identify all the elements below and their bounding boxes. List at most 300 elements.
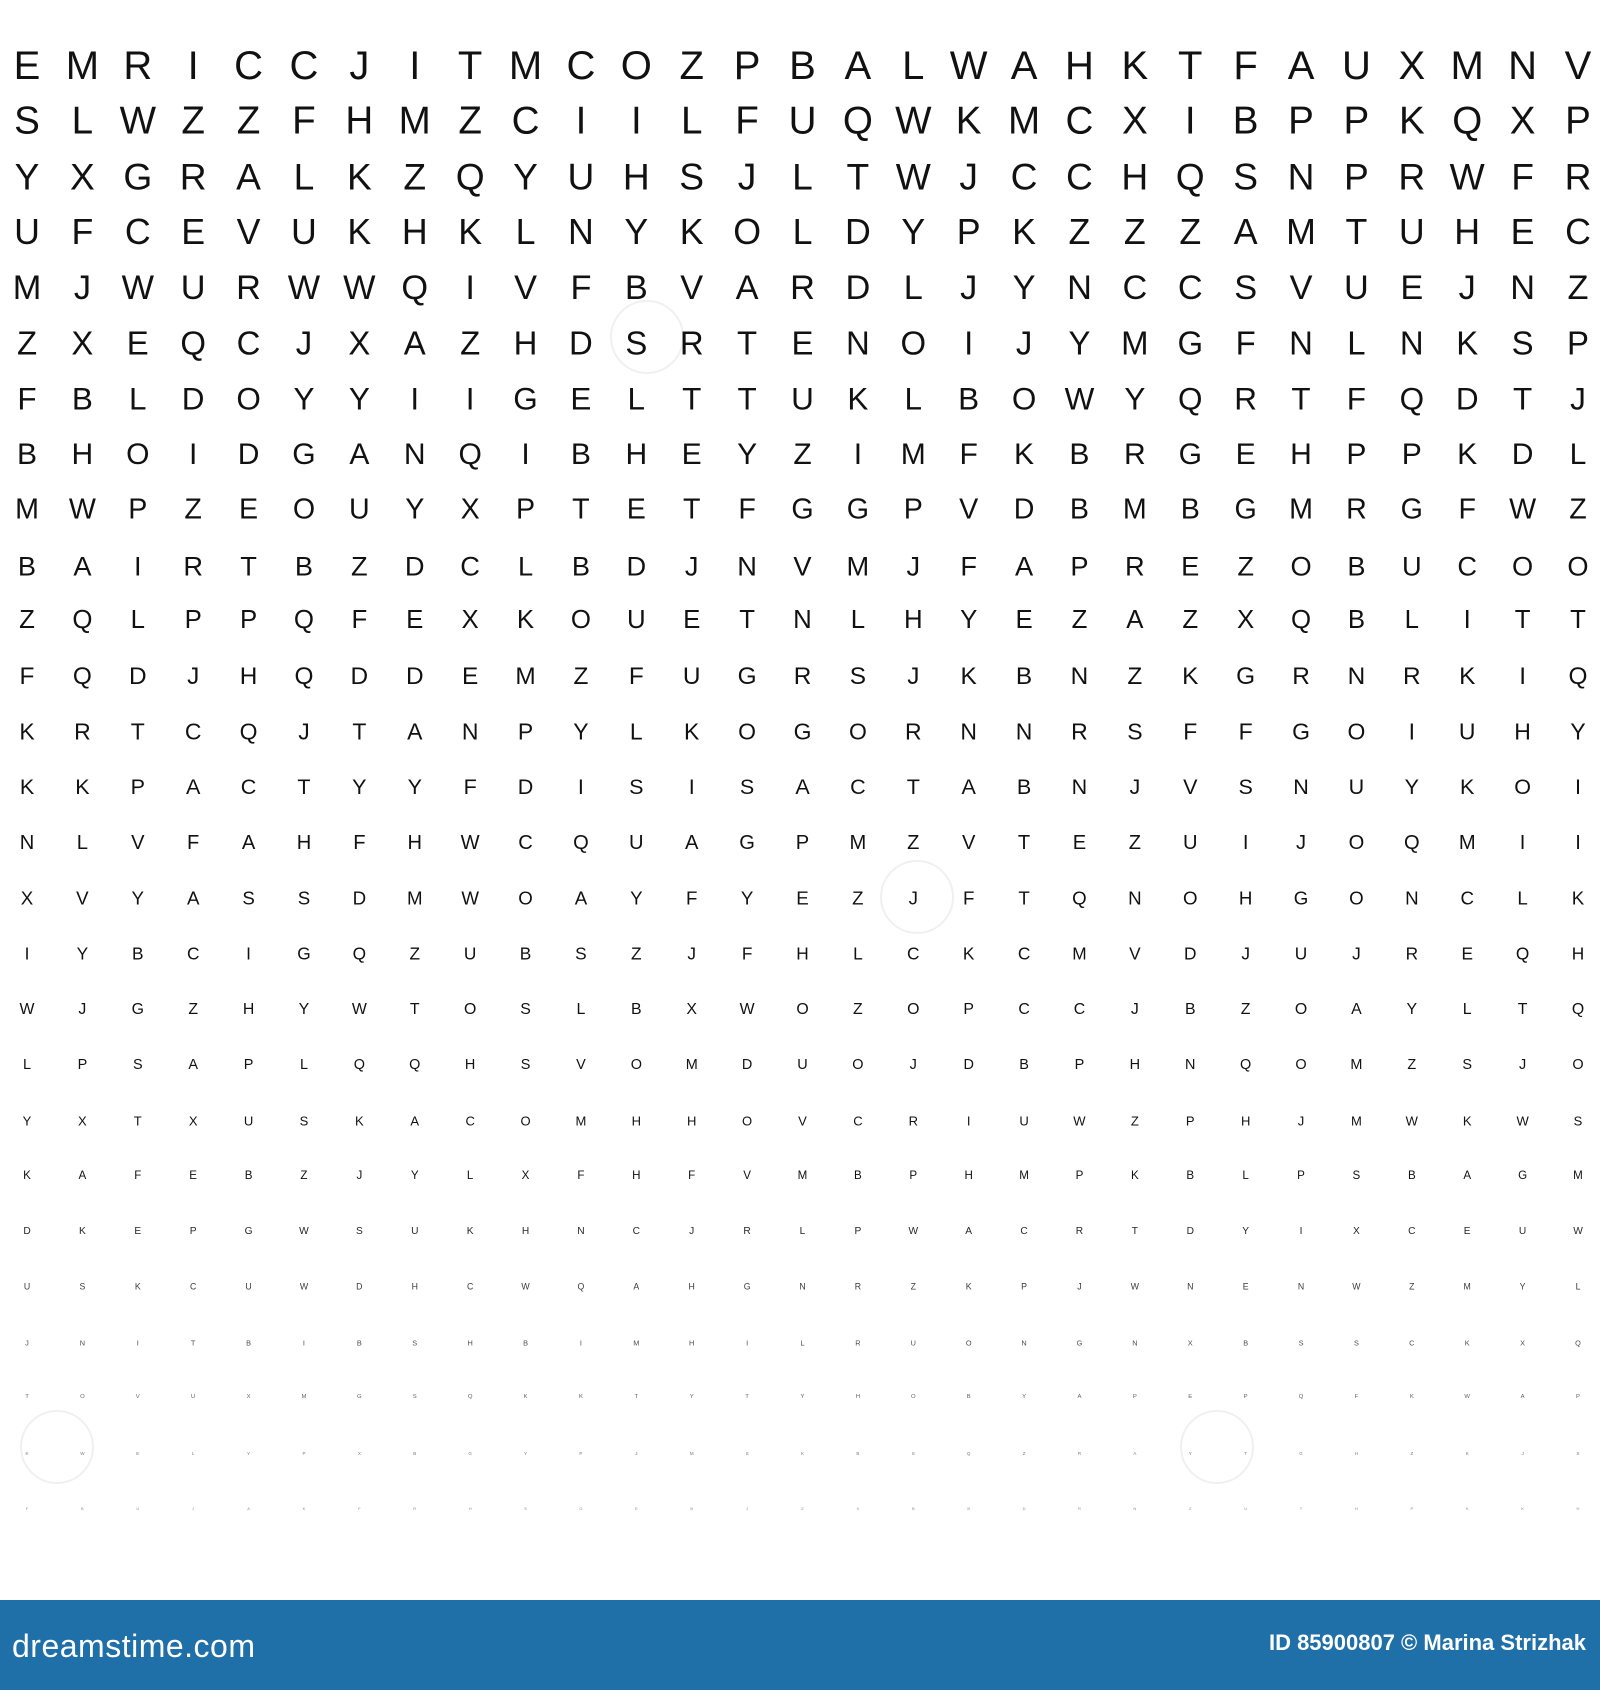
grid-letter: X xyxy=(246,1394,251,1401)
grid-letter: N xyxy=(793,606,812,635)
grid-letter: W xyxy=(949,44,988,88)
grid-letter: E xyxy=(681,437,702,471)
grid-letter: D xyxy=(404,549,425,581)
grid-letter: U xyxy=(291,211,317,252)
grid-letter: L xyxy=(517,549,534,581)
grid-letter: E xyxy=(1235,437,1256,471)
grid-letter: J xyxy=(73,268,91,307)
grid-letter: H xyxy=(689,1337,695,1347)
grid-letter: V xyxy=(76,887,89,909)
grid-letter: T xyxy=(297,774,311,799)
grid-letter: T xyxy=(1131,1225,1138,1237)
grid-letter: A xyxy=(735,268,759,307)
grid-letter: F xyxy=(187,831,200,854)
grid-letter: Q xyxy=(1072,887,1087,909)
grid-letter: K xyxy=(347,211,372,252)
grid-letter: J xyxy=(1130,1000,1139,1018)
grid-letter: D xyxy=(626,549,647,581)
grid-letter: O xyxy=(570,606,591,635)
grid-letter: M xyxy=(508,44,543,88)
grid-letter: G xyxy=(297,943,311,964)
grid-letter: R xyxy=(1234,381,1258,417)
grid-letter: V xyxy=(793,549,812,581)
grid-letter: V xyxy=(959,493,979,526)
grid-letter: E xyxy=(1510,211,1535,252)
grid-letter: G xyxy=(1076,1337,1083,1347)
grid-letter: J xyxy=(356,1169,363,1183)
grid-letter: C xyxy=(566,44,596,88)
grid-letter: M xyxy=(1458,831,1476,854)
grid-letter: N xyxy=(461,718,479,745)
grid-letter: H xyxy=(407,831,423,854)
grid-letter: U xyxy=(463,943,477,964)
grid-letter: H xyxy=(687,1112,697,1128)
grid-letter: X xyxy=(1121,99,1148,143)
grid-letter: U xyxy=(682,662,701,690)
grid-letter: D xyxy=(569,324,593,362)
grid-letter: S xyxy=(412,1337,418,1347)
grid-letter: C xyxy=(850,774,866,799)
grid-letter: O xyxy=(910,1394,916,1401)
grid-letter: I xyxy=(853,437,863,471)
grid-letter: W xyxy=(1573,1225,1583,1237)
grid-letter: W xyxy=(1064,381,1095,417)
grid-letter: S xyxy=(1238,774,1253,799)
grid-letter: Q xyxy=(180,324,206,362)
grid-letter: U xyxy=(1341,44,1371,88)
grid-letter: L xyxy=(130,606,145,635)
grid-letter: K xyxy=(523,1394,528,1401)
grid-letter: D xyxy=(350,662,369,690)
grid-letter: W xyxy=(895,99,932,143)
grid-letter: C xyxy=(124,211,151,252)
grid-letter: Y xyxy=(524,1450,528,1456)
grid-letter: P xyxy=(517,718,534,745)
grid-letter: G xyxy=(1236,662,1256,690)
grid-letter: Z xyxy=(1022,1450,1026,1456)
grid-letter: H xyxy=(1354,1506,1358,1511)
grid-letter: B xyxy=(81,1506,84,1511)
grid-letter: T xyxy=(133,1112,142,1128)
grid-letter: R xyxy=(413,1506,417,1511)
grid-letter: R xyxy=(1075,1225,1084,1237)
grid-letter: Z xyxy=(1179,211,1202,252)
grid-letter: E xyxy=(13,44,41,88)
grid-letter: Y xyxy=(1570,718,1586,745)
grid-letter: B xyxy=(1184,1000,1196,1018)
grid-letter: K xyxy=(1182,662,1199,690)
grid-letter: P xyxy=(243,1056,254,1073)
grid-letter: H xyxy=(1121,155,1149,198)
grid-letter: B xyxy=(1347,549,1366,581)
grid-letter: F xyxy=(358,1506,361,1511)
grid-letter: A xyxy=(844,44,872,88)
grid-letter: M xyxy=(1007,99,1041,143)
grid-letter: C xyxy=(1073,1000,1086,1018)
grid-letter: K xyxy=(1465,1450,1469,1456)
grid-letter: D xyxy=(844,211,871,252)
grid-letter: Q xyxy=(1571,1000,1585,1018)
grid-letter: U xyxy=(1344,268,1369,307)
grid-letter: Y xyxy=(573,718,589,745)
grid-letter: Q xyxy=(1452,99,1483,143)
grid-letter: G xyxy=(513,381,538,417)
grid-letter: J xyxy=(907,662,920,690)
grid-letter: B xyxy=(1180,493,1200,526)
grid-letter: I xyxy=(630,99,642,143)
grid-letter: U xyxy=(1182,831,1198,854)
grid-letter: L xyxy=(853,943,863,964)
grid-letter: T xyxy=(352,718,367,745)
grid-letter: C xyxy=(289,44,319,88)
grid-letter: Q xyxy=(409,1056,421,1073)
grid-letter: V xyxy=(1129,943,1141,964)
grid-letter: A xyxy=(1287,44,1315,88)
grid-letter: C xyxy=(1408,1225,1416,1237)
grid-letter: K xyxy=(955,99,982,143)
grid-letter: S xyxy=(1352,1169,1361,1183)
grid-letter: L xyxy=(129,381,147,417)
grid-letter: I xyxy=(1575,774,1581,799)
grid-letter: T xyxy=(1178,44,1203,88)
grid-letter: Q xyxy=(1178,381,1203,417)
grid-letter: H xyxy=(903,606,923,635)
grid-letter: L xyxy=(792,155,813,198)
grid-letter: B xyxy=(17,549,37,581)
grid-letter: Y xyxy=(1188,1450,1192,1456)
grid-letter: L xyxy=(680,99,703,143)
grid-letter: Q xyxy=(458,437,482,471)
grid-letter: A xyxy=(236,155,261,198)
grid-letter: O xyxy=(852,1056,864,1073)
grid-letter: N xyxy=(1289,324,1313,362)
grid-letter: D xyxy=(1511,437,1534,471)
grid-letter: H xyxy=(855,1394,861,1401)
grid-letter: V xyxy=(236,211,261,252)
grid-letter: B xyxy=(856,1450,860,1456)
grid-letter: I xyxy=(746,1337,749,1347)
grid-letter: J xyxy=(960,268,978,307)
grid-letter: S xyxy=(745,1450,749,1456)
grid-letter: F xyxy=(1354,1394,1359,1401)
grid-letter: G xyxy=(846,493,870,526)
grid-letter: N xyxy=(1067,268,1092,307)
grid-letter: A xyxy=(73,549,92,581)
grid-letter: G xyxy=(1234,493,1257,526)
grid-letter: K xyxy=(960,662,977,690)
grid-letter: V xyxy=(743,1169,751,1183)
grid-letter: D xyxy=(23,1225,31,1237)
grid-letter: E xyxy=(1461,943,1473,964)
grid-letter: M xyxy=(1573,1169,1583,1183)
grid-letter: S xyxy=(1233,155,1259,198)
grid-letter: O xyxy=(1182,887,1198,909)
grid-letter: N xyxy=(79,1337,86,1347)
grid-letter: C xyxy=(632,1225,640,1237)
grid-letter: T xyxy=(457,44,483,88)
grid-letter: E xyxy=(136,1450,140,1456)
grid-letter: O xyxy=(900,324,927,362)
grid-letter: N xyxy=(1021,1337,1027,1347)
grid-letter: P xyxy=(1576,1394,1580,1401)
grid-letter: J xyxy=(295,324,313,362)
grid-letter: Q xyxy=(573,831,589,854)
grid-letter: V xyxy=(135,1394,140,1401)
grid-letter: P xyxy=(1185,1112,1195,1128)
grid-letter: J xyxy=(1015,324,1033,362)
grid-letter: B xyxy=(570,437,591,471)
grid-letter: K xyxy=(684,718,700,745)
grid-letter: Q xyxy=(966,1450,971,1456)
grid-letter: T xyxy=(1244,1450,1248,1456)
grid-letter: T xyxy=(1018,887,1030,909)
grid-letter: U xyxy=(349,493,370,526)
grid-letter: O xyxy=(518,887,533,909)
grid-letter: J xyxy=(689,1225,695,1237)
grid-letter: D xyxy=(356,1281,363,1292)
grid-letter: Z xyxy=(631,943,642,964)
grid-letter: E xyxy=(239,493,259,526)
grid-letter: F xyxy=(25,1506,29,1511)
grid-letter: C xyxy=(465,1112,475,1128)
grid-letter: S xyxy=(1511,324,1534,362)
grid-letter: S xyxy=(132,1056,143,1073)
grid-letter: H xyxy=(239,662,258,690)
grid-letter: D xyxy=(845,268,871,307)
grid-letter: A xyxy=(965,1225,973,1237)
grid-letter: Z xyxy=(1127,662,1143,690)
grid-letter: P xyxy=(1074,1056,1085,1073)
grid-letter: H xyxy=(1065,44,1094,88)
grid-letter: R xyxy=(1125,549,1145,581)
grid-letter: Y xyxy=(1012,268,1036,307)
grid-letter: L xyxy=(515,211,536,252)
grid-letter: Q xyxy=(1175,155,1205,198)
grid-letter: F xyxy=(1511,155,1534,198)
grid-letter: Z xyxy=(16,324,38,362)
grid-letter: U xyxy=(1401,549,1422,581)
grid-letter: Z xyxy=(184,493,202,526)
grid-letter: O xyxy=(80,1394,85,1401)
grid-letter: Q xyxy=(294,662,314,690)
grid-letter: G xyxy=(1299,1450,1303,1456)
grid-letter: O xyxy=(1348,831,1365,854)
grid-letter: A xyxy=(403,324,426,362)
grid-letter: R xyxy=(1346,493,1367,526)
grid-letter: O xyxy=(292,493,316,526)
grid-letter: Y xyxy=(407,774,422,799)
grid-letter: P xyxy=(1343,99,1370,143)
grid-letter: W xyxy=(287,268,321,307)
grid-letter: C xyxy=(1122,268,1148,307)
grid-letter: S xyxy=(1127,718,1143,745)
grid-letter: B xyxy=(523,1337,528,1347)
grid-letter: V xyxy=(514,268,537,307)
watermark-spiral-icon xyxy=(20,1410,94,1484)
grid-letter: F xyxy=(351,606,368,635)
grid-letter: K xyxy=(1571,887,1585,909)
grid-letter: N xyxy=(799,1281,806,1292)
grid-letter: L xyxy=(1242,1169,1249,1183)
grid-letter: Z xyxy=(181,99,205,143)
grid-letter: U xyxy=(1294,943,1308,964)
grid-letter: E xyxy=(570,381,592,417)
grid-letter: K xyxy=(1012,211,1036,252)
grid-letter: H xyxy=(625,437,648,471)
grid-letter: N xyxy=(960,718,977,745)
grid-letter: W xyxy=(299,1281,309,1292)
grid-letter: A xyxy=(241,831,256,854)
grid-letter: G xyxy=(793,718,812,745)
grid-letter: Q xyxy=(72,606,93,635)
grid-letter: J xyxy=(684,549,699,581)
grid-letter: Y xyxy=(22,1112,32,1128)
grid-letter: A xyxy=(1133,1450,1137,1456)
grid-letter: Y xyxy=(293,381,315,417)
grid-letter: R xyxy=(1292,662,1310,690)
grid-letter: M xyxy=(797,1169,808,1183)
grid-letter: C xyxy=(234,44,264,88)
grid-letter: B xyxy=(356,1337,362,1347)
image-credit: ID 85900807 © Marina Strizhak xyxy=(1268,1630,1586,1655)
grid-letter: P xyxy=(1567,324,1589,362)
grid-letter: Q xyxy=(1240,1056,1252,1073)
grid-letter: O xyxy=(630,1056,642,1073)
grid-letter: B xyxy=(294,549,314,581)
grid-letter: X xyxy=(1398,44,1426,88)
grid-letter: C xyxy=(1018,1000,1030,1018)
grid-letter: V xyxy=(961,831,976,854)
grid-letter: R xyxy=(179,155,207,198)
grid-letter: J xyxy=(1296,831,1307,854)
grid-letter: I xyxy=(1184,99,1196,143)
grid-letter: G xyxy=(739,831,755,854)
grid-letter: L xyxy=(904,381,923,417)
grid-letter: G xyxy=(1293,887,1309,909)
grid-letter: C xyxy=(1177,268,1203,307)
grid-letter: B xyxy=(246,1337,252,1347)
grid-letter: H xyxy=(71,437,94,471)
grid-letter: H xyxy=(296,831,312,854)
brand-logo-text[interactable]: dreamstime.com xyxy=(12,1628,256,1664)
grid-letter: H xyxy=(401,211,428,252)
grid-letter: O xyxy=(1512,549,1534,581)
grid-letter: H xyxy=(521,1225,530,1237)
grid-letter: B xyxy=(1016,774,1032,799)
grid-letter: I xyxy=(964,324,974,362)
grid-letter: N xyxy=(1510,268,1535,307)
grid-letter: B xyxy=(1347,606,1366,635)
grid-letter: H xyxy=(1290,437,1312,471)
grid-letter: H xyxy=(1238,887,1253,909)
grid-letter: H xyxy=(513,324,538,362)
grid-letter: L xyxy=(76,831,88,854)
grid-letter: R xyxy=(790,268,815,307)
grid-letter: O xyxy=(126,437,150,471)
grid-letter: T xyxy=(1514,606,1531,635)
grid-letter: A xyxy=(1520,1394,1525,1401)
grid-letter: I xyxy=(1575,831,1581,854)
grid-letter: B xyxy=(519,943,532,964)
grid-letter: M xyxy=(1122,493,1147,526)
grid-letter: T xyxy=(682,493,701,526)
grid-letter: D xyxy=(181,381,205,417)
grid-letter: F xyxy=(353,831,366,854)
grid-letter: S xyxy=(242,887,255,909)
grid-letter: Q xyxy=(239,718,258,745)
grid-letter: D xyxy=(128,662,147,690)
grid-letter: E xyxy=(406,606,424,635)
grid-letter: P xyxy=(77,1056,88,1073)
grid-letter: U xyxy=(23,1281,31,1292)
grid-letter: C xyxy=(1409,1337,1415,1347)
grid-letter: Z xyxy=(1407,1056,1417,1073)
grid-letter: L xyxy=(22,1056,32,1073)
grid-letter: F xyxy=(688,1169,696,1183)
grid-letter: U xyxy=(788,99,817,143)
grid-letter: R xyxy=(1071,718,1088,745)
grid-letter: G xyxy=(131,1000,144,1018)
grid-letter: E xyxy=(634,1506,638,1511)
grid-letter: C xyxy=(240,774,257,799)
grid-letter: R xyxy=(679,324,704,362)
grid-letter: H xyxy=(345,99,374,143)
grid-letter: R xyxy=(908,1112,918,1128)
grid-letter: K xyxy=(578,1394,583,1401)
grid-letter: N xyxy=(1405,887,1419,909)
grid-letter: U xyxy=(626,606,646,635)
grid-letter: S xyxy=(412,1394,417,1401)
grid-letter: B xyxy=(958,381,980,417)
grid-letter: L xyxy=(792,211,813,252)
grid-letter: F xyxy=(741,943,753,964)
grid-letter: G xyxy=(579,1506,583,1511)
grid-letter: M xyxy=(575,1112,587,1128)
grid-letter: S xyxy=(79,1281,86,1292)
grid-letter: R xyxy=(1398,155,1426,198)
grid-letter: F xyxy=(1235,324,1256,362)
grid-letter: T xyxy=(737,324,758,362)
grid-letter: Q xyxy=(401,268,429,307)
grid-letter: L xyxy=(902,44,925,88)
grid-letter: C xyxy=(186,943,200,964)
grid-letter: G xyxy=(791,493,814,526)
grid-letter: S xyxy=(629,774,644,799)
grid-letter: A xyxy=(1014,549,1034,581)
grid-letter: P xyxy=(1243,1394,1248,1401)
grid-letter: J xyxy=(737,155,757,198)
grid-letter: T xyxy=(846,155,870,198)
grid-letter: Q xyxy=(353,1056,365,1073)
grid-letter: O xyxy=(907,1000,920,1018)
grid-letter: Q xyxy=(577,1281,585,1292)
grid-letter: Y xyxy=(1124,381,1146,417)
grid-letter: A xyxy=(349,437,370,471)
grid-letter: W xyxy=(461,887,479,909)
grid-letter: K xyxy=(1456,324,1479,362)
grid-letter: H xyxy=(1129,1056,1141,1073)
grid-letter: X xyxy=(1237,606,1255,635)
grid-letter: V xyxy=(576,1056,586,1073)
grid-letter: W xyxy=(19,1000,35,1018)
grid-letter: M xyxy=(1286,211,1316,252)
grid-letter: E xyxy=(189,1169,198,1183)
grid-letter: T xyxy=(1345,211,1368,252)
grid-letter: E xyxy=(134,1225,142,1237)
grid-letter: C xyxy=(907,943,920,964)
grid-letter: K xyxy=(75,774,90,799)
grid-letter: Y xyxy=(740,887,754,909)
